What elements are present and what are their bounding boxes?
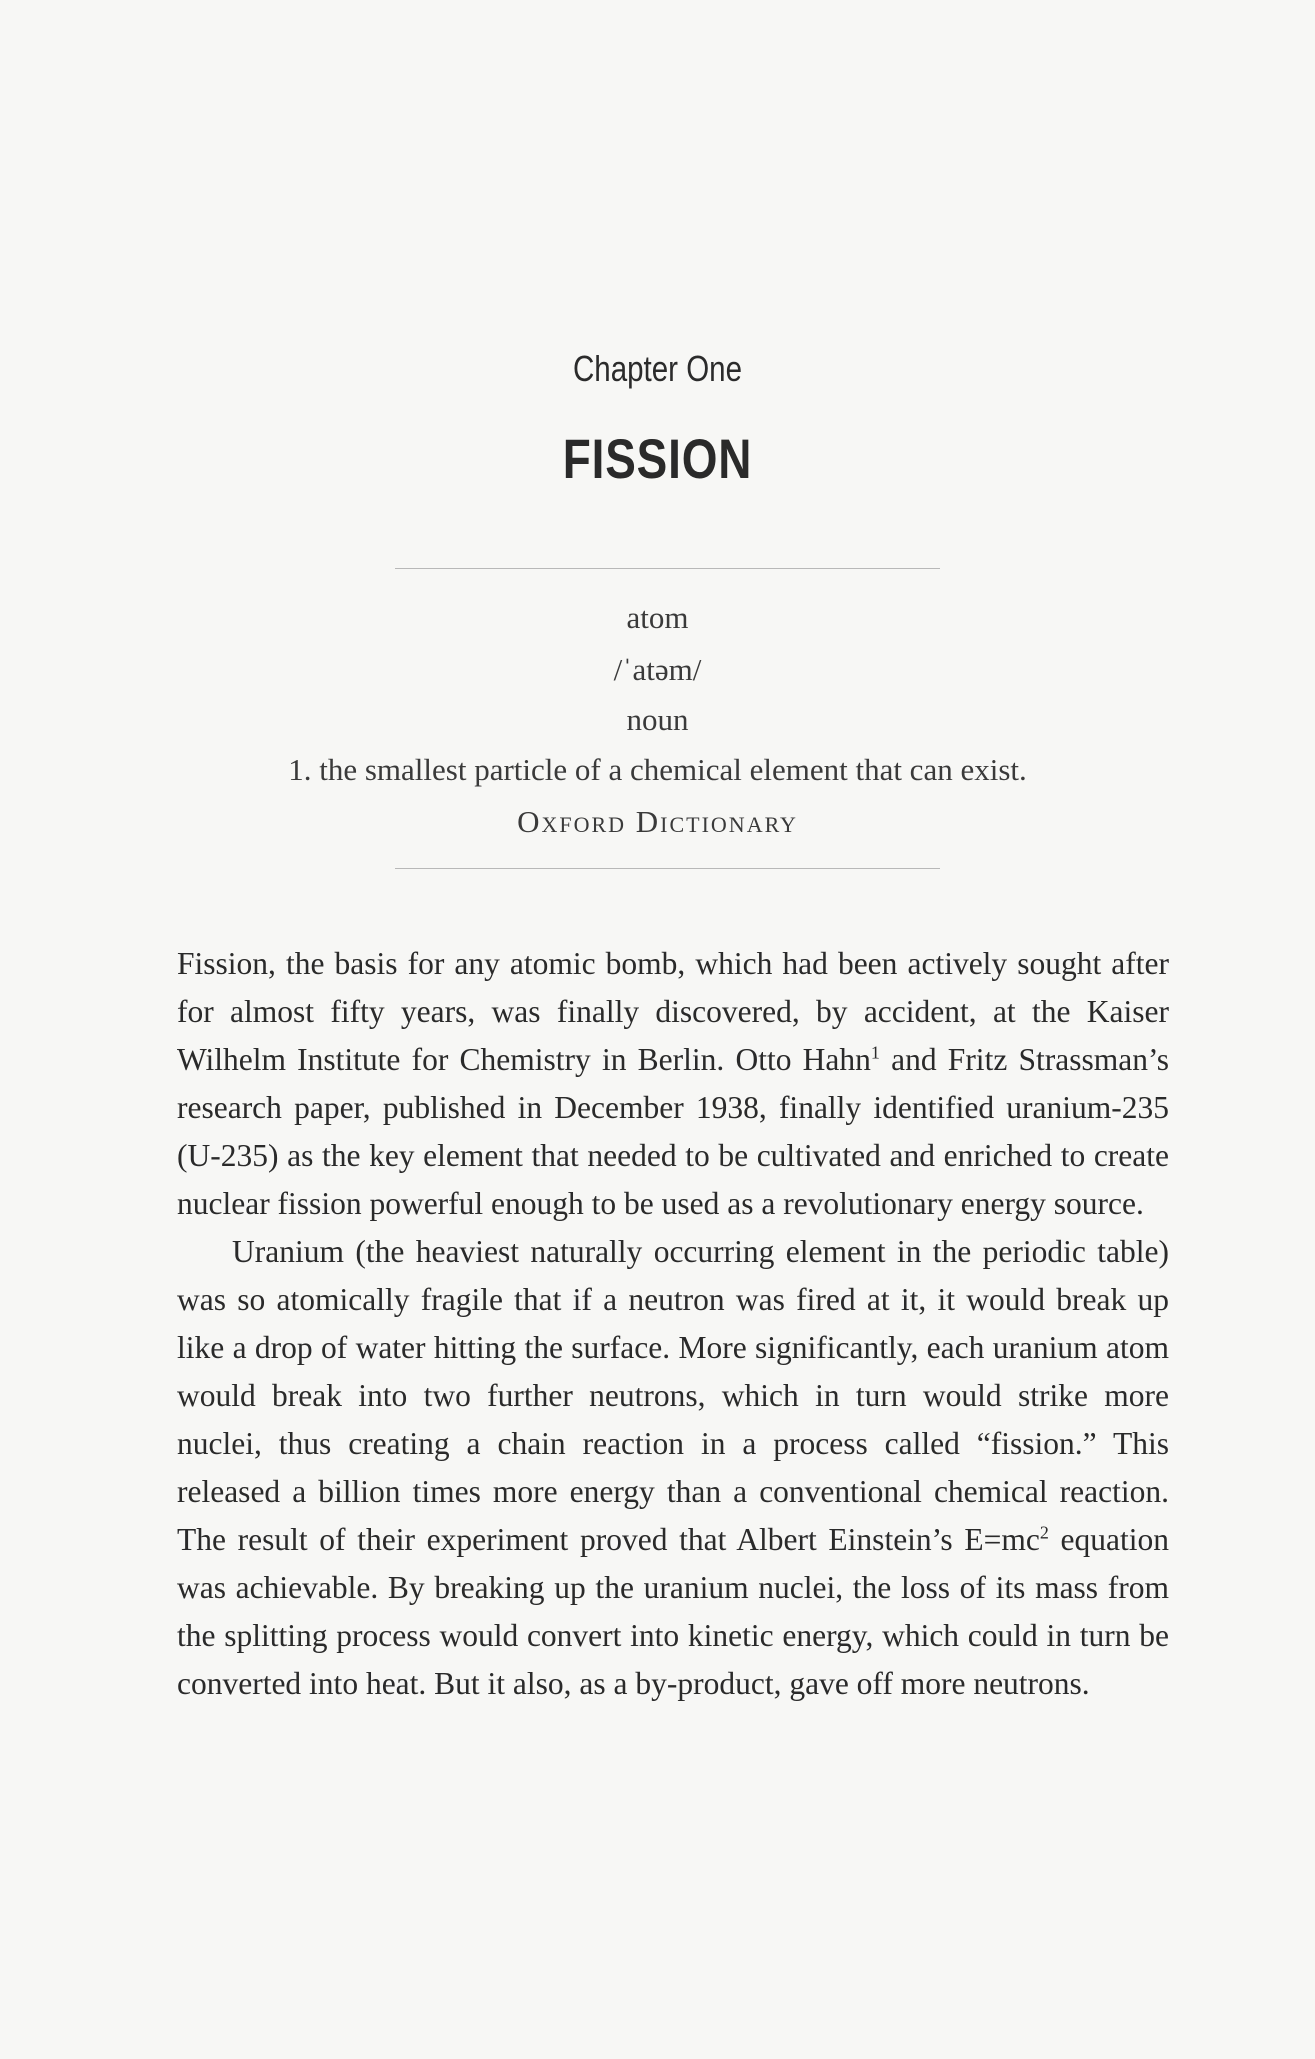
epigraph-bottom-divider [395,868,940,869]
paragraph-1 [177,940,1169,1228]
paragraph-1-text-b: and Fritz Strassman’s research paper, published in December 1938, finally identified uranium-235 (U-235) as the key element that needed to be cultivated and enriched to create nuclear fission powerful enough to be used as a revolutionary energy source. [177,1042,1169,1221]
epigraph-part-of-speech: noun [626,702,689,737]
epigraph-source: Oxford Dictionary [517,804,798,839]
chapter-title: FISSION [562,427,753,490]
footnote-marker[interactable]: 1 [870,1042,880,1063]
epigraph-pronunciation: /ˈatəm/ [613,652,702,687]
superscript-exponent: 2 [1039,1522,1049,1543]
chapter-label: Chapter One [572,348,743,389]
paragraph-1-text-a: Fission, the basis for any atomic bomb, which had been actively sought after for almost fifty years, was finally discovered, by accident, at the Kaiser Wilhelm Institute for Chemistry in Berlin. Otto Hahn [177,946,1169,1077]
epigraph-top-divider [395,568,940,569]
paragraph-2-text-a: Uranium (the heaviest naturally occurring element in the periodic table) was so atomically fragile that if a neutron was fired at it, it would break up like a drop of water hitting the surface. More significantly, each uranium atom would break into two further neutrons, which in turn would strike more nuclei, thus creating a chain reaction in a process called “fission.” This released a billion times more energy than a conventional chemical reaction. The result of their experiment proved that Albert Einstein’s E=mc [177,1234,1169,1557]
body-text [177,940,1169,1708]
paragraph-2 [177,1228,1169,1708]
epigraph-word: atom [626,600,689,635]
epigraph-definition: 1. the smallest particle of a chemical element that can exist. [288,752,1027,787]
paragraph-2-text-b: equation was achievable. By breaking up the uranium nuclei, the loss of its mass from the splitting process would convert into kinetic energy, which could in turn be converted into heat. But it also, as a by-product, gave off more neutrons. [177,1522,1169,1701]
